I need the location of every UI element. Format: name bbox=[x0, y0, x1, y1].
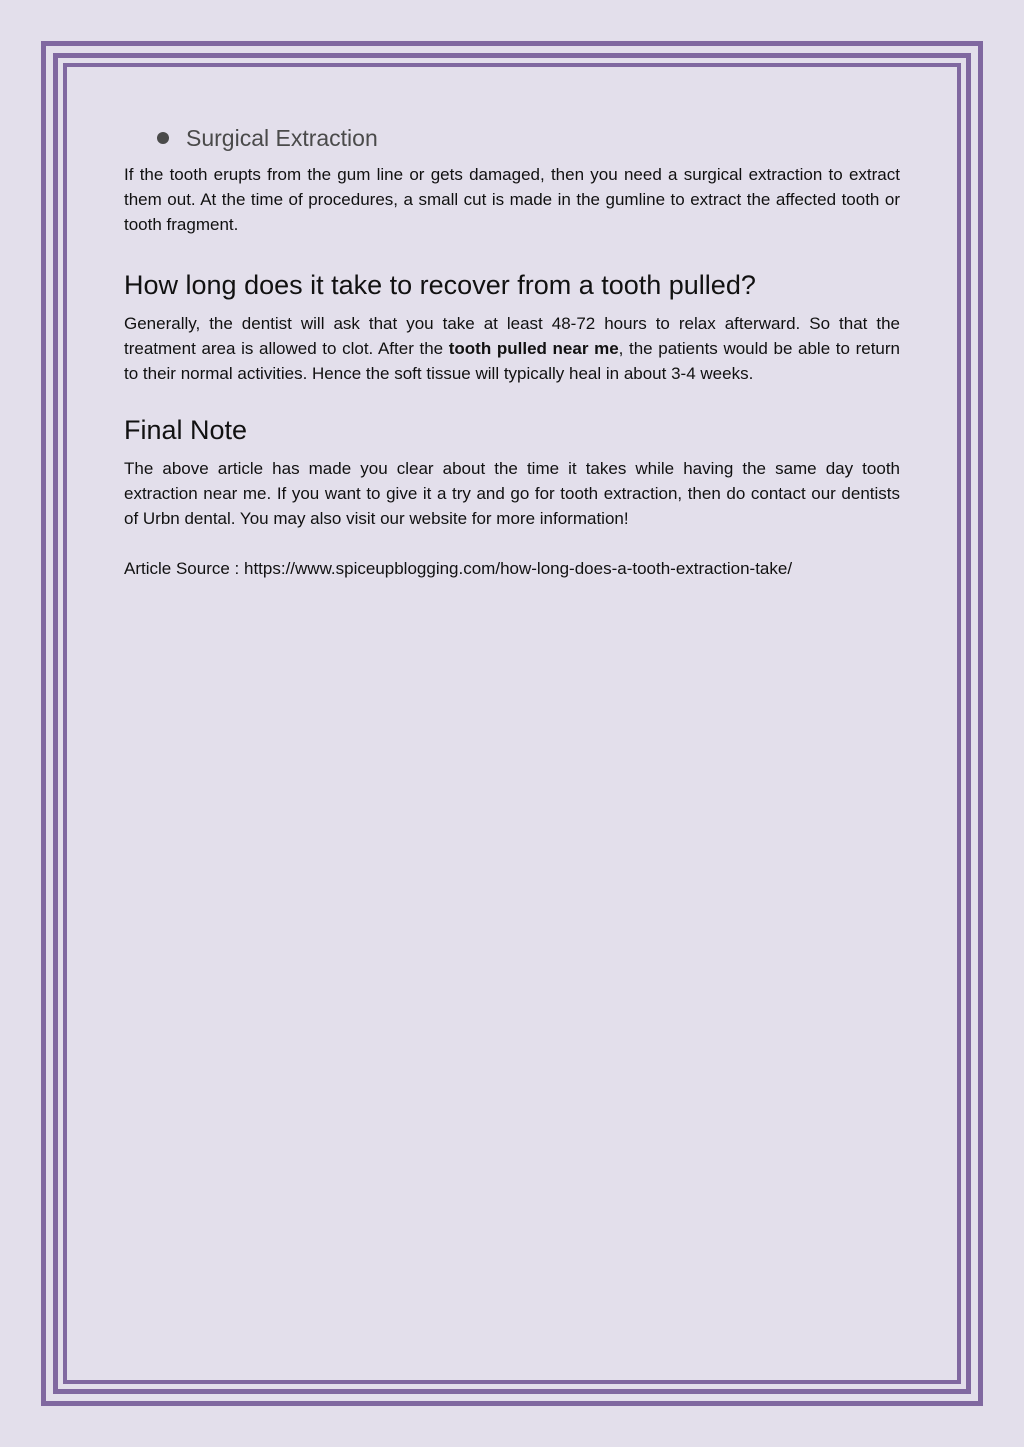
bullet-item-surgical-extraction bbox=[157, 122, 900, 154]
recovery-heading: How long does it take to recover from a tooth pulled? bbox=[124, 270, 756, 300]
surgical-extraction-paragraph: If the tooth erupts from the gum line or gets damaged, then you need a surgical extraction to extract them out. At the time of procedures, a small cut is made in the gumline to extract the affected tooth or tooth fragment. bbox=[124, 165, 900, 234]
final-note-paragraph: The above article has made you clear about the time it takes while having the same day tooth extraction near me. If you want to give it a try and go for tooth extraction, then do contact our dentists of Urbn dental. You may also visit our website for more information! bbox=[124, 459, 900, 528]
article-source: Article Source : https://www.spiceupblogging.com/how-long-does-a-tooth-extraction-take/ bbox=[124, 559, 793, 578]
recovery-paragraph bbox=[124, 311, 900, 386]
recovery-text-end: , the patients would be able to return to their normal activities. Hence the soft tissue will typically heal in about 3-4 weeks. bbox=[124, 339, 901, 383]
bullet-label: Surgical Extraction bbox=[186, 124, 378, 151]
final-note-heading: Final Note bbox=[124, 415, 248, 445]
document-content bbox=[124, 122, 900, 581]
recovery-text-start: Generally, the dentist will ask that you take at least 48-72 hours to relax afterward. So that the treatment area is allowed to clot. After the bbox=[124, 314, 900, 358]
recovery-bold-keyword: tooth pulled near me bbox=[448, 339, 619, 358]
bullet-icon bbox=[157, 132, 169, 144]
